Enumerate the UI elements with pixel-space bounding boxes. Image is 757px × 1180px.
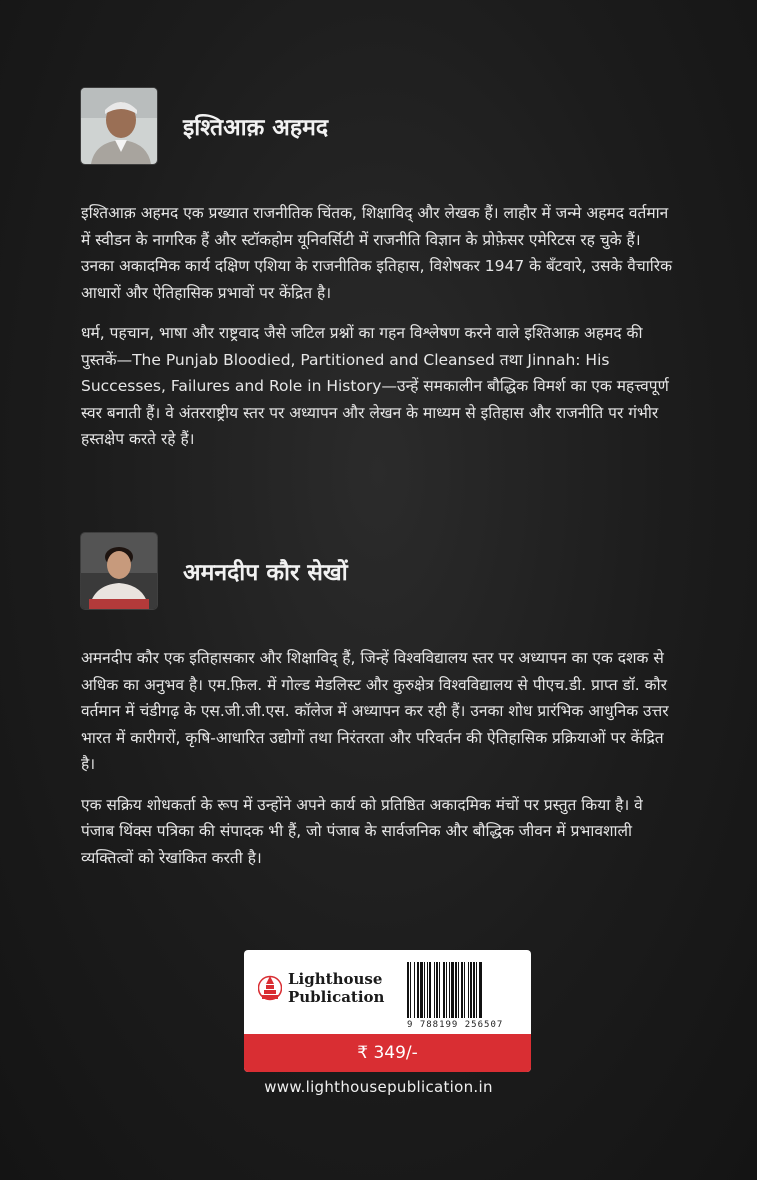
bio-paragraph: धर्म, पहचान, भाषा और राष्ट्रवाद जैसे जटिल प्रश्नों का गहन विश्लेषण करने वाले इश्तिआक़ अहमद की पुस्तकें—The Punjab Bloodied, Partitioned and Cleansed तथा Jinnah: His Successes, Failures and Role in History—उन्हें समकालीन बौद्धिक विमर्श का एक महत्त्वपूर्ण स्वर बनाती हैं। वे अंतरराष्ट्रीय स्तर पर अध्यापन और लेखन के माध्यम से इतिहास और राजनीति पर गंभीर हस्तक्षेप करते रहे हैं। bbox=[81, 324, 669, 448]
price-label: ₹ 349/- bbox=[357, 1043, 418, 1063]
author-header-2 bbox=[81, 533, 348, 609]
barcode-bar bbox=[410, 962, 411, 1018]
barcode-bar bbox=[429, 962, 431, 1018]
barcode-bar bbox=[436, 962, 438, 1018]
author-bio-1 bbox=[81, 200, 677, 467]
barcode-bar bbox=[446, 962, 447, 1018]
barcode bbox=[405, 962, 521, 1020]
barcode-bar bbox=[420, 962, 423, 1018]
barcode-bar bbox=[451, 962, 454, 1018]
publisher-name-line1: Lighthouse bbox=[288, 970, 383, 988]
author-photo-1 bbox=[81, 88, 157, 164]
barcode-bar bbox=[464, 962, 465, 1018]
publisher-name-line2: Publication bbox=[288, 988, 385, 1006]
barcode-bar bbox=[427, 962, 428, 1018]
barcode-bar bbox=[455, 962, 457, 1018]
barcode-bar bbox=[407, 962, 409, 1018]
author-header-1 bbox=[81, 88, 328, 164]
price-bar bbox=[244, 1034, 531, 1072]
barcode-bar bbox=[473, 962, 475, 1018]
barcode-bar bbox=[458, 962, 459, 1018]
barcode-bar bbox=[414, 962, 415, 1018]
bio-paragraph: एक सक्रिय शोधकर्ता के रूप में उन्होंने अपने कार्य को प्रतिष्ठित अकादमिक मंचों पर प्रस्तुत किया है। वे पंजाब थिंक्स पत्रिका की संपादक भी हैं, जो पंजाब के सार्वजनिक और बौद्धिक जीवन में प्रभावशाली व्यक्तित्वों को रेखांकित करती है। bbox=[81, 795, 643, 867]
isbn-number: 9 788199 256507 bbox=[407, 1020, 504, 1030]
barcode-bar bbox=[439, 962, 440, 1018]
publisher-logo bbox=[258, 964, 384, 1012]
bio-paragraph: इश्तिआक़ अहमद एक प्रख्यात राजनीतिक चिंतक, शिक्षाविद् और लेखक हैं। लाहौर में जन्मे अहमद वर्तमान में स्वीडन के नागरिक हैं और स्टॉकहोम यूनिवर्सिटी में राजनीति विज्ञान के प्रोफ़ेसर एमेरिटस रह चुके हैं। उनका अकादमिक कार्य दक्षिण एशिया के राजनीतिक इतिहास, विशेषकर 1947 के बँटवारे, उसके वैचारिक आधारों और ऐतिहासिक प्रभावों पर केंद्रित है। bbox=[81, 204, 672, 302]
barcode-bar bbox=[461, 962, 463, 1018]
barcode-bar bbox=[443, 962, 445, 1018]
publisher-name bbox=[288, 970, 384, 1006]
barcode-bar bbox=[479, 962, 482, 1018]
publisher-website: www.lighthousepublication.in bbox=[264, 1078, 493, 1096]
barcode-bar bbox=[476, 962, 477, 1018]
barcode-bar bbox=[424, 962, 425, 1018]
barcode-bar bbox=[417, 962, 419, 1018]
author-photo-2 bbox=[81, 533, 157, 609]
lighthouse-icon bbox=[258, 964, 282, 1012]
barcode-bar bbox=[470, 962, 472, 1018]
publisher-box bbox=[244, 950, 531, 1072]
author-name-2: अमनदीप कौर सेखों bbox=[183, 560, 348, 586]
author-name-1: इश्तिआक़ अहमद bbox=[183, 115, 329, 141]
barcode-bar bbox=[434, 962, 435, 1018]
author-bio-2 bbox=[81, 645, 677, 885]
barcode-bar bbox=[468, 962, 469, 1018]
barcode-bar bbox=[449, 962, 450, 1018]
bio-paragraph: अमनदीप कौर एक इतिहासकार और शिक्षाविद् हैं, जिन्हें विश्वविद्यालय स्तर पर अध्यापन का एक दशक से अधिक का अनुभव है। एम.फ़िल. में गोल्ड मेडलिस्ट और कुरुक्षेत्र विश्वविद्यालय से पीएच.डी. प्राप्त डॉ. कौर वर्तमान में चंडीगढ़ के एस.जी.जी.एस. कॉलेज में अध्यापन कर रही हैं। उनका शोध प्रारंभिक आधुनिक उत्तर भारत में कारीगरों, कृषि-आधारित उद्योगों तथा निरंतरता और परिवर्तन की ऐतिहासिक प्रक्रियाओं पर केंद्रित है। bbox=[81, 649, 669, 773]
